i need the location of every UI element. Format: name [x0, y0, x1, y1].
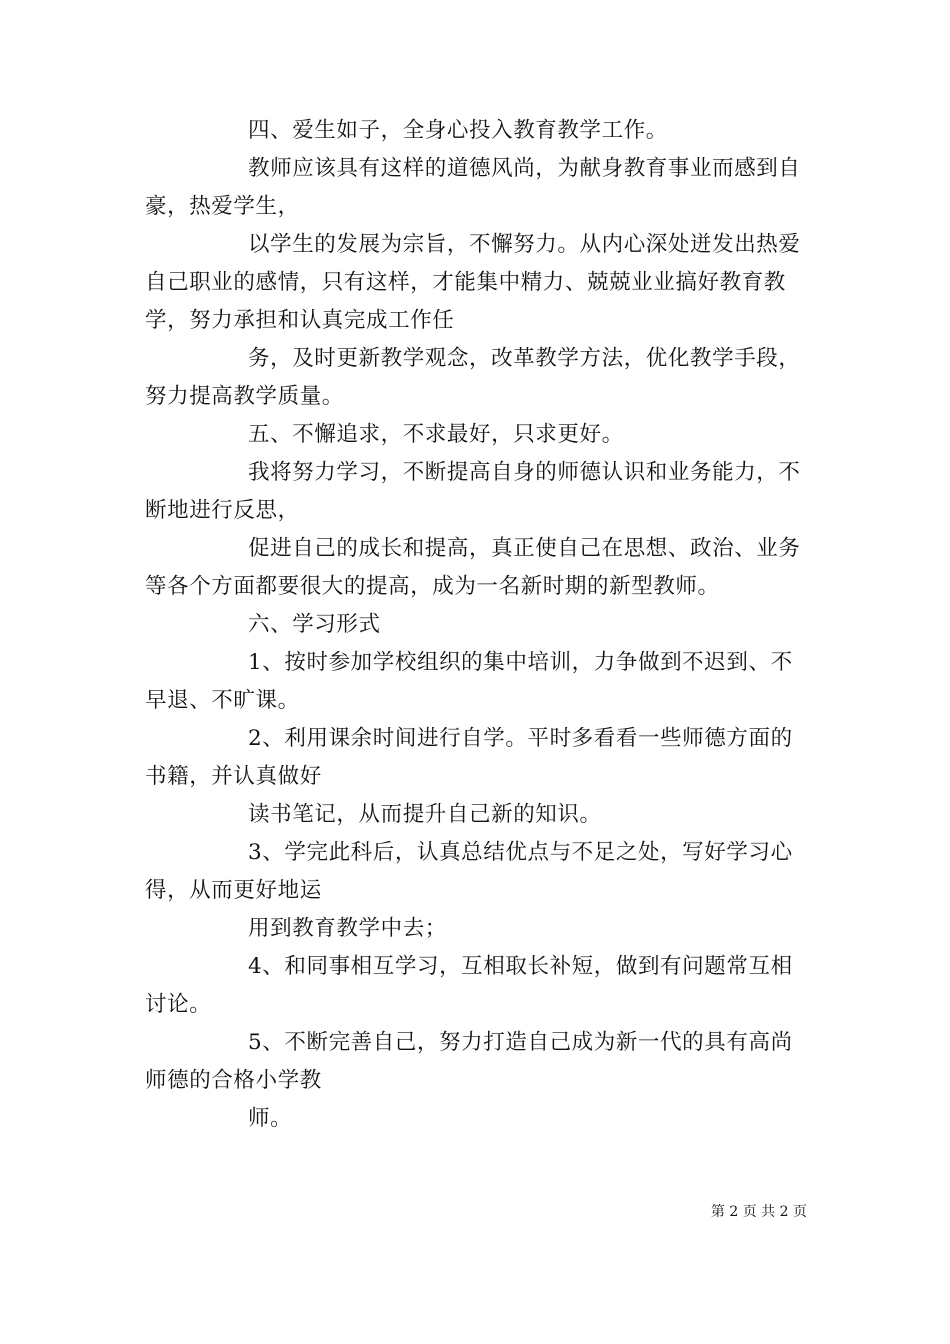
paragraph: 五、不懈追求，不求最好，只求更好。 — [248, 422, 624, 447]
paragraph: 促进自己的成长和提高，真正使自己在思想、政治、业务等各个方面都要很大的提高，成为一名新时期的新型教师。 — [145, 536, 801, 599]
paragraph: 四、爱生如子，全身心投入教育教学工作。 — [248, 118, 668, 143]
paragraph: 读书笔记，从而提升自己新的知识。 — [248, 802, 602, 827]
paragraph: 1、按时参加学校组织的集中培训，力争做到不迟到、不早退、不旷课。 — [145, 650, 793, 713]
paragraph: 我将努力学习，不断提高自身的师德认识和业务能力，不断地进行反思， — [145, 460, 801, 523]
paragraph: 4、和同事相互学习，互相取长补短，做到有问题常互相讨论。 — [145, 954, 793, 1017]
page-number-footer: 第 2 页 共 2 页 — [710, 1204, 807, 1220]
paragraph: 师。 — [248, 1106, 293, 1131]
paragraph: 务，及时更新教学观念，改革教学方法，优化教学手段，努力提高教学质量。 — [145, 346, 801, 409]
paragraph: 2、利用课余时间进行自学。平时多看看一些师德方面的书籍，并认真做好 — [145, 726, 793, 789]
paragraph: 用到教育教学中去； — [248, 916, 447, 941]
paragraph: 教师应该具有这样的道德风尚，为献身教育事业而感到自豪，热爱学生， — [145, 156, 801, 219]
paragraph: 以学生的发展为宗旨，不懈努力。从内心深处迸发出热爱自己职业的感情，只有这样，才能集中精力、兢兢业业搞好教育教学，努力承担和认真完成工作任 — [145, 232, 801, 333]
paragraph: 5、不断完善自己，努力打造自己成为新一代的具有高尚师德的合格小学教 — [145, 1030, 793, 1093]
paragraph: 3、学完此科后，认真总结优点与不足之处，写好学习心得，从而更好地运 — [145, 840, 793, 903]
document-body — [145, 112, 810, 1138]
paragraph: 六、学习形式 — [248, 612, 381, 637]
